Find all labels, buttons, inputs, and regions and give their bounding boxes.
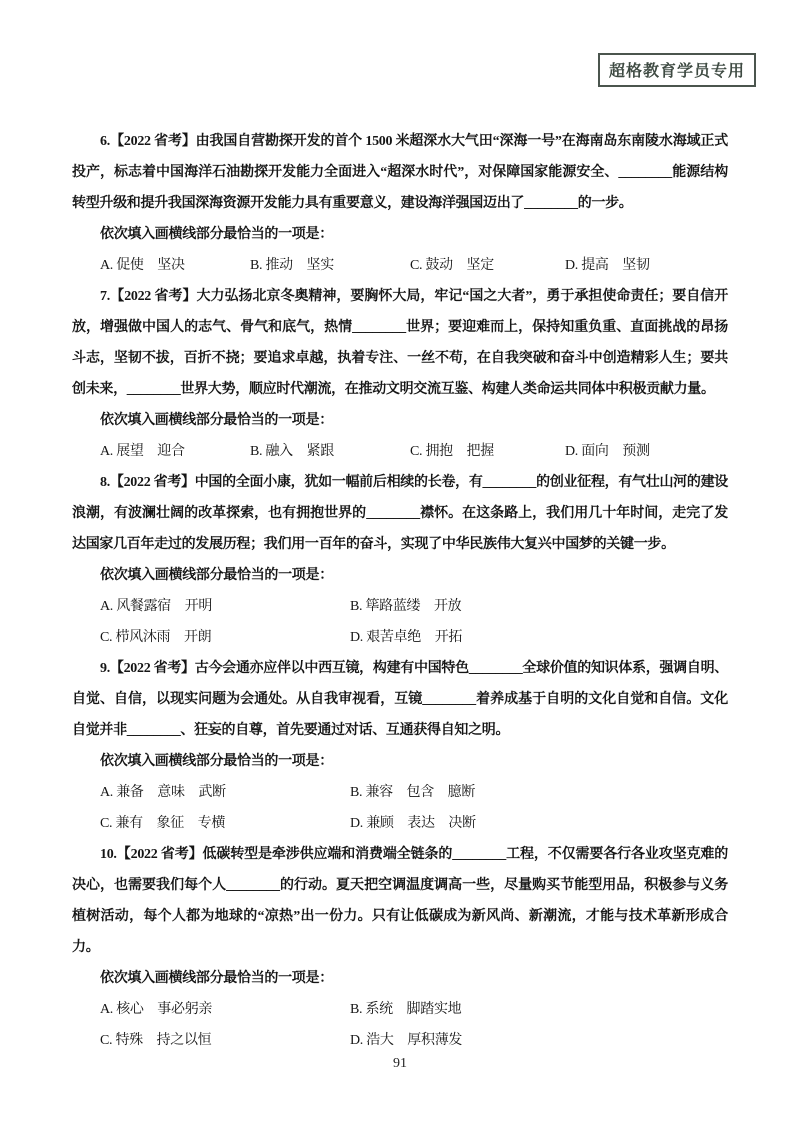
question-9-option-a: A. 兼备 意味 武断: [100, 785, 226, 800]
question-10-option-d: D. 浩大 厚积薄发: [350, 1033, 463, 1048]
question-10-option-c: C. 特殊 持之以恒: [100, 1033, 212, 1048]
question-6-stem: 6.【2022 省考】由我国自营勘探开发的首个 1500 米超深水大气田“深海一号”在海南岛东南陵水海域正式投产，标志着中国海洋石油勘探开发能力全面进入“超深水时代”，对保障国家能源安全、________能源结构转型升级和提升我国深海资源开发能力具有重要意义，建设海洋强国迈出了________的一步。: [72, 134, 728, 211]
question-8-options: [72, 591, 728, 653]
question-9: [72, 653, 728, 839]
question-6-option-a: A. 促使 坚决: [100, 258, 185, 273]
question-7-prompt: 依次填入画横线部分最恰当的一项是：: [100, 413, 333, 428]
question-10-prompt: 依次填入画横线部分最恰当的一项是：: [100, 971, 333, 986]
question-6: [72, 126, 728, 281]
question-8-stem: 8.【2022 省考】中国的全面小康，犹如一幅前后相续的长卷，有________的创业征程，有气壮山河的建设浪潮，有波澜壮阔的改革探索，也有拥抱世界的________襟怀。在这条路上，我们用几十年时间，走完了发达国家几百年走过的发展历程；我们用一百年的奋斗，实现了中华民族伟大复兴中国梦的关键一步。: [72, 475, 728, 552]
question-7: [72, 281, 728, 467]
question-7-option-c: C. 拥抱 把握: [410, 444, 494, 459]
question-9-stem: 9.【2022 省考】古今会通亦应伴以中西互镜，构建有中国特色________全球价值的知识体系，强调自明、自觉、自信，以现实问题为会通处。从自我审视看，互镜________着养成基于自明的文化自觉和自信。文化自觉并非________、狂妄的自尊，首先要通过对话、互通获得自知之明。: [72, 661, 728, 738]
question-7-option-a: A. 展望 迎合: [100, 444, 185, 459]
question-9-option-d: D. 兼顾 表达 决断: [350, 816, 476, 831]
question-8-prompt: 依次填入画横线部分最恰当的一项是：: [100, 568, 333, 583]
question-7-option-d: D. 面向 预测: [565, 444, 650, 459]
question-6-prompt: 依次填入画横线部分最恰当的一项是：: [100, 227, 333, 242]
question-8-option-d: D. 艰苦卓绝 开拓: [350, 630, 463, 645]
question-9-option-c: C. 兼有 象征 专横: [100, 816, 226, 831]
question-9-options: [72, 777, 728, 839]
question-6-options: [72, 250, 728, 281]
page-content: [72, 126, 728, 1056]
question-7-stem: 7.【2022 省考】大力弘扬北京冬奥精神，要胸怀大局，牢记“国之大者”，勇于承担使命责任；要自信开放，增强做中国人的志气、骨气和底气，热情________世界；要迎难而上，保持知重负重、直面挑战的昂扬斗志，坚韧不拔，百折不挠；要追求卓越，执着专注、一丝不苟，在自我突破和奋斗中创造精彩人生；要共创未来，________世界大势，顺应时代潮流，在推动文明交流互鉴、构建人类命运共同体中积极贡献力量。: [72, 289, 728, 397]
page-number: 91: [393, 1056, 407, 1071]
question-9-option-b: B. 兼容 包含 臆断: [350, 785, 476, 800]
question-6-option-b: B. 推动 坚实: [250, 258, 334, 273]
question-8-option-c: C. 栉风沐雨 开朗: [100, 630, 212, 645]
question-7-options: [72, 436, 728, 467]
question-8-option-a: A. 风餐露宿 开明: [100, 599, 213, 614]
question-10-option-a: A. 核心 事必躬亲: [100, 1002, 213, 1017]
question-9-prompt: 依次填入画横线部分最恰当的一项是：: [100, 754, 333, 769]
header-badge: 超格教育学员专用: [598, 53, 756, 87]
question-10-options: [72, 994, 728, 1056]
question-10: [72, 839, 728, 1056]
question-6-option-c: C. 鼓动 坚定: [410, 258, 494, 273]
question-10-option-b: B. 系统 脚踏实地: [350, 1002, 462, 1017]
question-10-stem: 10.【2022 省考】低碳转型是牵涉供应端和消费端全链条的________工程，不仅需要各行各业攻坚克难的决心，也需要我们每个人________的行动。夏天把空调温度调高一些，尽量购买节能型用品，积极参与义务植树活动，每个人都为地球的“凉热”出一份力。只有让低碳成为新风尚、新潮流，才能与技术革新形成合力。: [72, 847, 728, 955]
question-8: [72, 467, 728, 653]
question-6-option-d: D. 提高 坚韧: [565, 258, 650, 273]
question-7-option-b: B. 融入 紧跟: [250, 444, 334, 459]
question-8-option-b: B. 筚路蓝缕 开放: [350, 599, 462, 614]
